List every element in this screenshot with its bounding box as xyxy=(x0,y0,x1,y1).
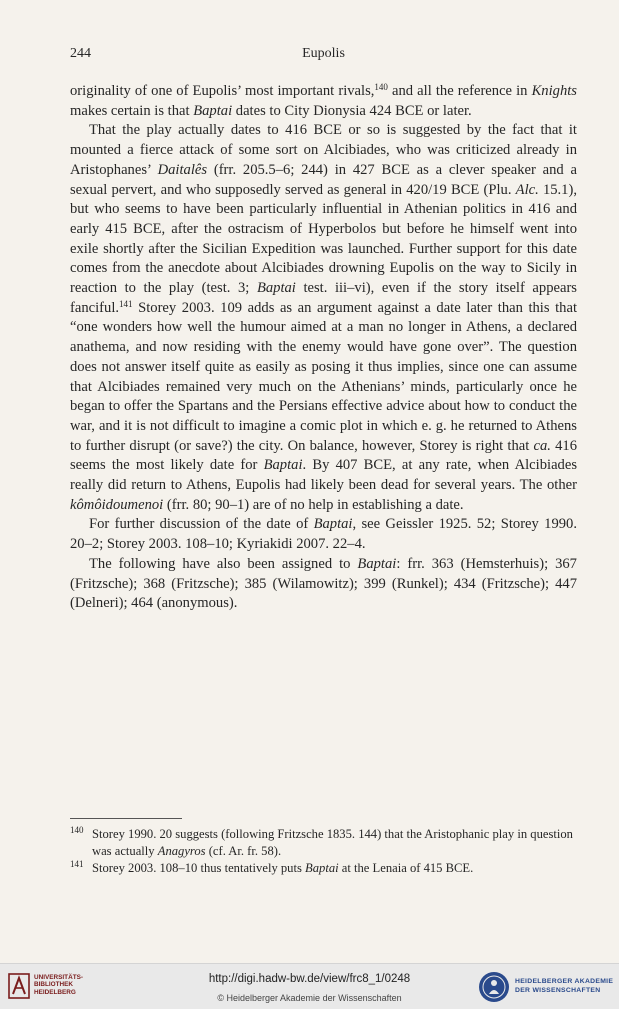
paragraph-2: That the play actually dates to 416 BCE or so is suggested by the fact that it mounted a fierce attack of some sort on Alcibiades, who was criticized already in Aristophanes’ Daitalês (frr. 205.5–6; 244) in 427 BCE as a clever speaker and a sexual pervert, and who supposedly served as general in 420/19 BCE (Plu. Alc. 15.1), but who seems to have been particularly influential in Athenian politics in 416 and early 415 BCE, after the ostracism of Hyperbolos but before he himself went into exile shortly after the Sicilian Expedition was launched. Further support for this date comes from the anecdote about Alcibiades drowning Eupolis on the way to Sicily in reaction to the play (test. 3; Baptai test. iii–vi), even if the story itself appears fanciful.$^{141}$ Storey 2003. 109 adds as an argument against a date later than this that “one wonders how well the humour aimed at a man no longer in Athens, a declared anathema, and now residing with the enemy would have gone over”. The question does not answer itself quite as easily as posing it thus implies, since one can assume that Alcibiades remained very much on the Athenians’ minds, particularly once he began to offer the Spartans and the Persians effective advice about how to conduct the war, and it is not difficult to imagine a comic plot in which e. g. he returned to Athens to further disrupt (or save?) the city. On balance, however, Storey is right that ca. 416 seems the most likely date for Baptai. By 407 BCE, at any rate, when Alcibiades really did return to Athens, Eupolis had likely been dead for several years. The other kômôidoumenoi (frr. 80; 90–1) are of no help in establishing a date. xyxy=(70,122,577,513)
footnote-marker: 140 xyxy=(70,825,84,835)
paragraph-3: For further discussion of the date of Baptai, see Geissler 1925. 52; Storey 1990. 20–2; Storey 2003. 108–10; Kyriakidi 2007. 22–4. xyxy=(70,516,577,553)
academy-seal-icon[interactable] xyxy=(478,971,510,1003)
copyright-notice: © Heidelberger Akademie der Wissenschaften xyxy=(217,993,402,1003)
footnote-ref-140[interactable]: 140 xyxy=(374,82,388,92)
footnote-141: 141 Storey 2003. 108–10 thus tentatively puts Baptai at the Lenaia of 415 BCE. xyxy=(70,860,577,877)
footnotes xyxy=(70,826,577,877)
footnote-ref-141[interactable]: 141 xyxy=(119,298,133,309)
footnote-rule xyxy=(70,818,182,819)
running-title: Eupolis xyxy=(302,46,345,61)
main-text xyxy=(70,82,577,614)
page-number: 244 xyxy=(70,46,91,61)
footnote-marker: 141 xyxy=(70,859,84,869)
viewer-footer xyxy=(0,963,619,1009)
paragraph-1: originality of one of Eupolis’ most important rivals,$^{140}$ and all the reference in Knights makes certain is that Baptai dates to City Dionysia 424 BCE or later. xyxy=(70,82,577,119)
permalink-url[interactable]: http://digi.hadw-bw.de/view/frc8_1/0248 xyxy=(208,973,411,985)
footnote-140: 140 Storey 1990. 20 suggests (following Fritzsche 1835. 144) that the Aristophanic play in question was actually Anagyros (cf. Ar. fr. 58). xyxy=(70,826,577,860)
page-header xyxy=(70,46,577,66)
library-name: UNIVERSITÄTS- BIBLIOTHEK HEIDELBERG xyxy=(34,974,83,996)
paragraph-4: The following have also been assigned to Baptai: frr. 363 (Hemsterhuis); 367 (Fritzsche); 368 (Fritzsche); 385 (Wilamowitz); 399 (Runkel); 434 (Fritzsche); 447 (Delneri); 464 (anonymous). xyxy=(70,555,577,612)
academy-name: HEIDELBERGER AKADEMIE DER WISSENSCHAFTEN xyxy=(515,978,614,994)
